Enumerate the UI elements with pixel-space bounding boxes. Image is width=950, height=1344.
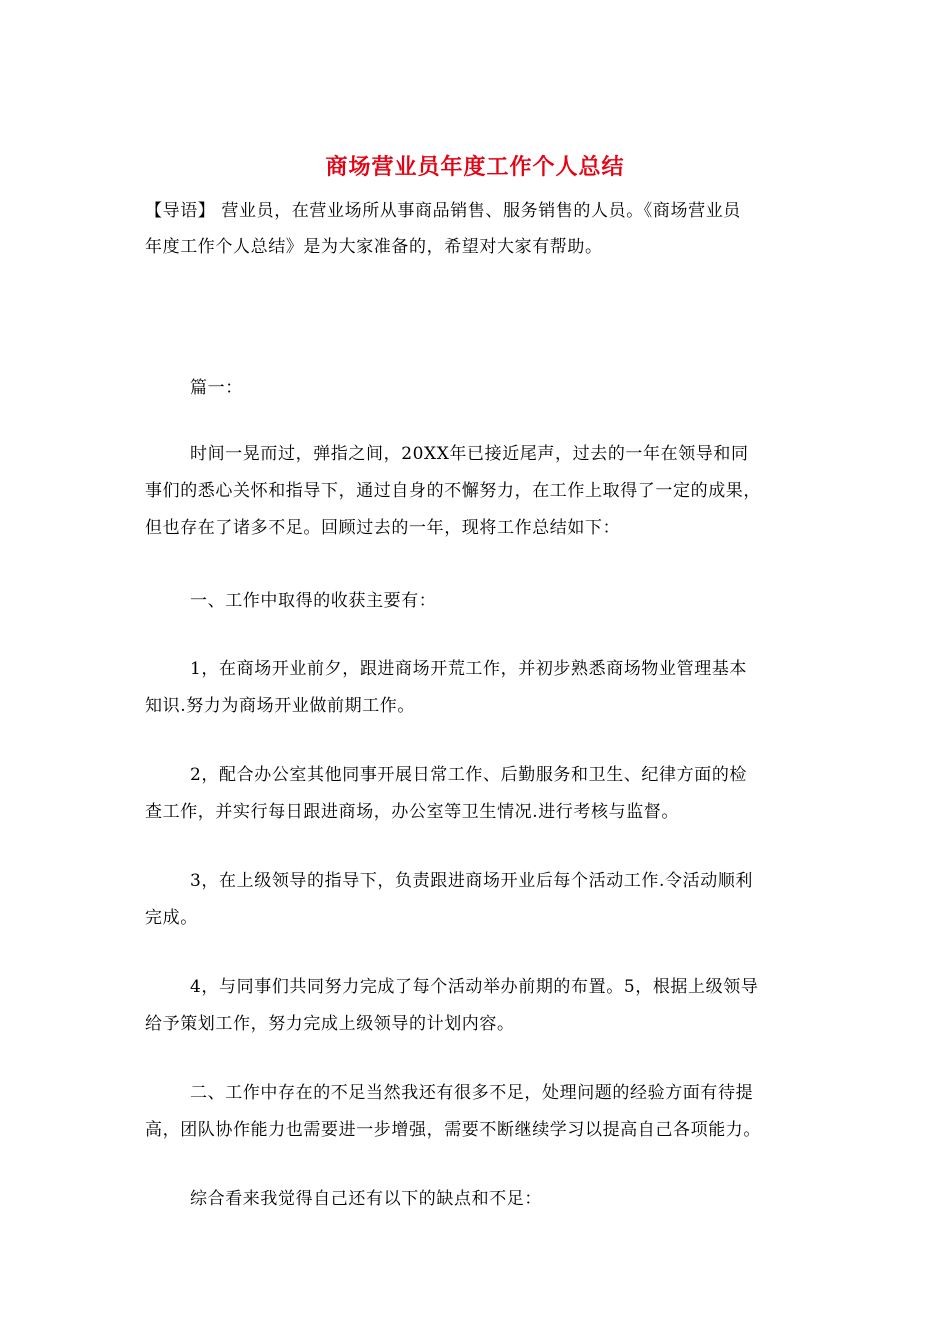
paragraph-line: 知识.努力为商场开业做前期工作。 [145,696,416,716]
paragraph-line: 1，在商场开业前夕，跟进商场开荒工作，并初步熟悉商场物业管理基本 [190,659,748,679]
paragraph-line: 3，在上级领导的指导下，负责跟进商场开业后每个活动工作.令活动顺利 [190,871,754,891]
paragraph-line: 二、工作中存在的不足当然我还有很多不足，处理问题的经验方面有待提 [190,1083,754,1103]
paragraph-line: 2，配合办公室其他同事开展日常工作、后勤服务和卫生、纪律方面的检 [190,765,748,785]
paragraph-line: 事们的悉心关怀和指导下，通过自身的不懈努力，在工作上取得了一定的成果， [145,481,761,501]
paragraph-line: 时间一晃而过，弹指之间，20XX年已接近尾声，过去的一年在领导和同 [190,444,749,464]
paragraph-line: 完成。 [145,908,198,928]
paragraph-line: 给予策划工作，努力完成上级领导的计划内容。 [145,1014,515,1034]
subheading-achievements: 一、工作中取得的收获主要有： [190,591,437,611]
paragraph-line: 综合看来我觉得自己还有以下的缺点和不足： [190,1189,542,1209]
document-title: 商场营业员年度工作个人总结 [325,154,625,180]
intro-line-2: 年度工作个人总结》是为大家准备的，希望对大家有帮助。 [145,237,603,257]
intro-line-1: 【导语】 营业员，在营业场所从事商品销售、服务销售的人员。《商场营业员 [145,201,741,221]
section-heading-part-one: 篇一： [190,378,243,398]
paragraph-line: 高，团队协作能力也需要进一步增强，需要不断继续学习以提高自己各项能力。 [145,1120,761,1140]
paragraph-line: 查工作，并实行每日跟进商场，办公室等卫生情况.进行考核与监督。 [145,802,680,822]
paragraph-line: 4，与同事们共同努力完成了每个活动举办前期的布置。5，根据上级领导 [190,977,759,997]
paragraph-line: 但也存在了诸多不足。回顾过去的一年，现将工作总结如下： [145,518,621,538]
